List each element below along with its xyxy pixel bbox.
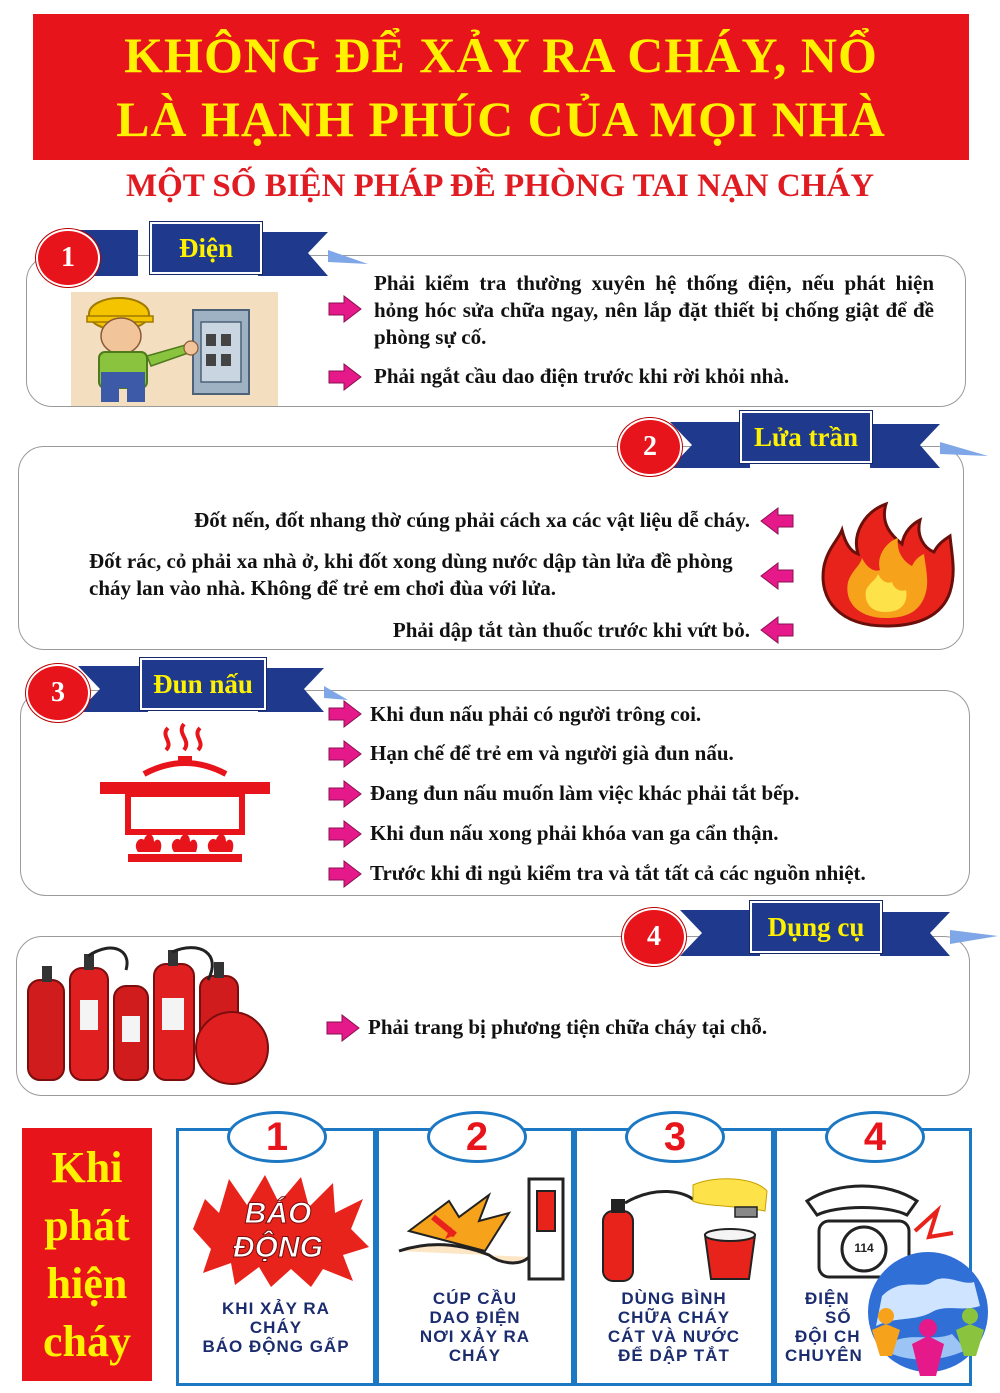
heading-line: cháy	[43, 1316, 131, 1366]
section-item: Phải trang bị phương tiện chữa cháy tại chỗ.	[368, 1015, 768, 1039]
step-number: 3	[625, 1111, 725, 1163]
section-number: 2	[618, 418, 682, 476]
banner-line-1: KHÔNG ĐỂ XẢY RA CHÁY, NỔ	[124, 27, 878, 83]
section-item: Phải ngắt cầu dao điện trước khi rời khỏi nhà.	[374, 364, 790, 388]
section-item: Hạn chế để trẻ em và người già đun nấu.	[370, 741, 734, 765]
extinguisher-bucket-icon	[585, 1171, 771, 1289]
step-extinguish	[574, 1114, 774, 1386]
step-number: 4	[825, 1111, 925, 1163]
caption-line: ĐIỆN	[805, 1289, 850, 1308]
step-caption	[379, 1289, 571, 1365]
pink-arrow-icon	[328, 820, 362, 848]
caption-line: CÚP CẦU	[432, 1289, 518, 1308]
section-title: Điện	[150, 222, 262, 274]
section-item: Phải dập tắt tàn thuốc trước khi vứt bỏ.	[392, 618, 750, 642]
caption-line: ĐỂ DẬP TẮT	[618, 1346, 730, 1365]
step-caption	[577, 1289, 771, 1365]
pink-arrow-icon	[328, 860, 362, 888]
caption-line: CHỮA CHÁY	[617, 1308, 731, 1327]
electrician-icon	[71, 292, 278, 406]
fire-extinguishers-icon	[22, 940, 278, 1092]
globe-family-logo	[862, 1246, 994, 1386]
pink-arrow-icon	[328, 740, 362, 768]
caption-line: ĐỘI CH	[795, 1327, 861, 1346]
section-title: Đun nấu	[140, 658, 266, 710]
section-item: Trước khi đi ngủ kiểm tra và tắt tất cả các nguồn nhiệt.	[370, 861, 866, 885]
pink-arrow-icon	[760, 616, 794, 644]
caption-line: DAO ĐIỆN	[429, 1308, 521, 1327]
caption-line: NƠI XẢY RA	[419, 1327, 531, 1346]
section-number: 3	[26, 664, 90, 722]
section-item: Khi đun nấu phải có người trông coi.	[370, 702, 702, 726]
caption-line: CHÁY	[448, 1346, 502, 1365]
caption-line: SỐ	[825, 1308, 852, 1327]
caption-line: CHÁY	[249, 1318, 303, 1337]
caption-line: DÙNG BÌNH	[621, 1289, 727, 1308]
pink-arrow-icon	[328, 363, 362, 391]
banner-line-2: LÀ HẠNH PHÚC CỦA MỌI NHÀ	[116, 91, 886, 147]
section-item: Khi đun nấu xong phải khóa van ga cẩn thận.	[370, 821, 779, 845]
flame-icon	[812, 500, 960, 630]
caption-line: BÁO ĐỘNG GẤP	[202, 1337, 350, 1356]
pink-arrow-icon	[760, 507, 794, 535]
caption-line: CÁT VÀ NƯỚC	[607, 1327, 741, 1346]
heading-line: phát	[44, 1200, 130, 1250]
heading-line: hiện	[46, 1258, 128, 1308]
alarm-art-text: BÁO ĐỘNG	[233, 1197, 323, 1264]
section-item: Phải kiểm tra thường xuyên hệ thống điện, nếu phát hiện hỏng hóc sửa chữa ngay, nên lắp đặt thiết bị chống giật để đề phòng sự cố.	[374, 271, 934, 349]
pink-arrow-icon	[326, 1014, 360, 1042]
step-cut-power	[376, 1114, 574, 1386]
pink-arrow-icon	[328, 780, 362, 808]
step-number: 1	[227, 1111, 327, 1163]
pink-arrow-icon	[760, 562, 794, 590]
step-number: 2	[427, 1111, 527, 1163]
heading-line: Khi	[51, 1142, 123, 1192]
section-title: Lửa trần	[740, 411, 872, 463]
subtitle: MỘT SỐ BIỆN PHÁP ĐỀ PHÒNG TAI NẠN CHÁY	[125, 168, 875, 204]
section-item: Đang đun nấu muốn làm việc khác phải tắt bếp.	[370, 781, 800, 805]
step-alarm	[176, 1114, 376, 1386]
pink-arrow-icon	[328, 295, 362, 323]
section-item: Đốt nến, đốt nhang thờ cúng phải cách xa các vật liệu dễ cháy.	[194, 508, 750, 532]
circuit-breaker-icon	[389, 1171, 569, 1289]
title-banner	[33, 14, 969, 160]
section-title: Dụng cụ	[750, 901, 882, 953]
section-number: 1	[36, 229, 100, 287]
step-caption	[179, 1299, 373, 1356]
when-fire-detected-heading	[22, 1128, 152, 1381]
caption-line: CHUYÊN	[785, 1346, 863, 1365]
caption-line: KHI XẢY RA	[222, 1299, 330, 1318]
phone-number: 114	[854, 1241, 874, 1255]
section-number: 4	[622, 908, 686, 966]
cooking-pot-icon	[98, 722, 272, 870]
section-item: Đốt rác, cỏ phải xa nhà ở, khi đốt xong dùng nước dập tàn lửa đề phòng cháy lan vào nhà. Không để trẻ em chơi đùa với lửa.	[89, 549, 733, 600]
